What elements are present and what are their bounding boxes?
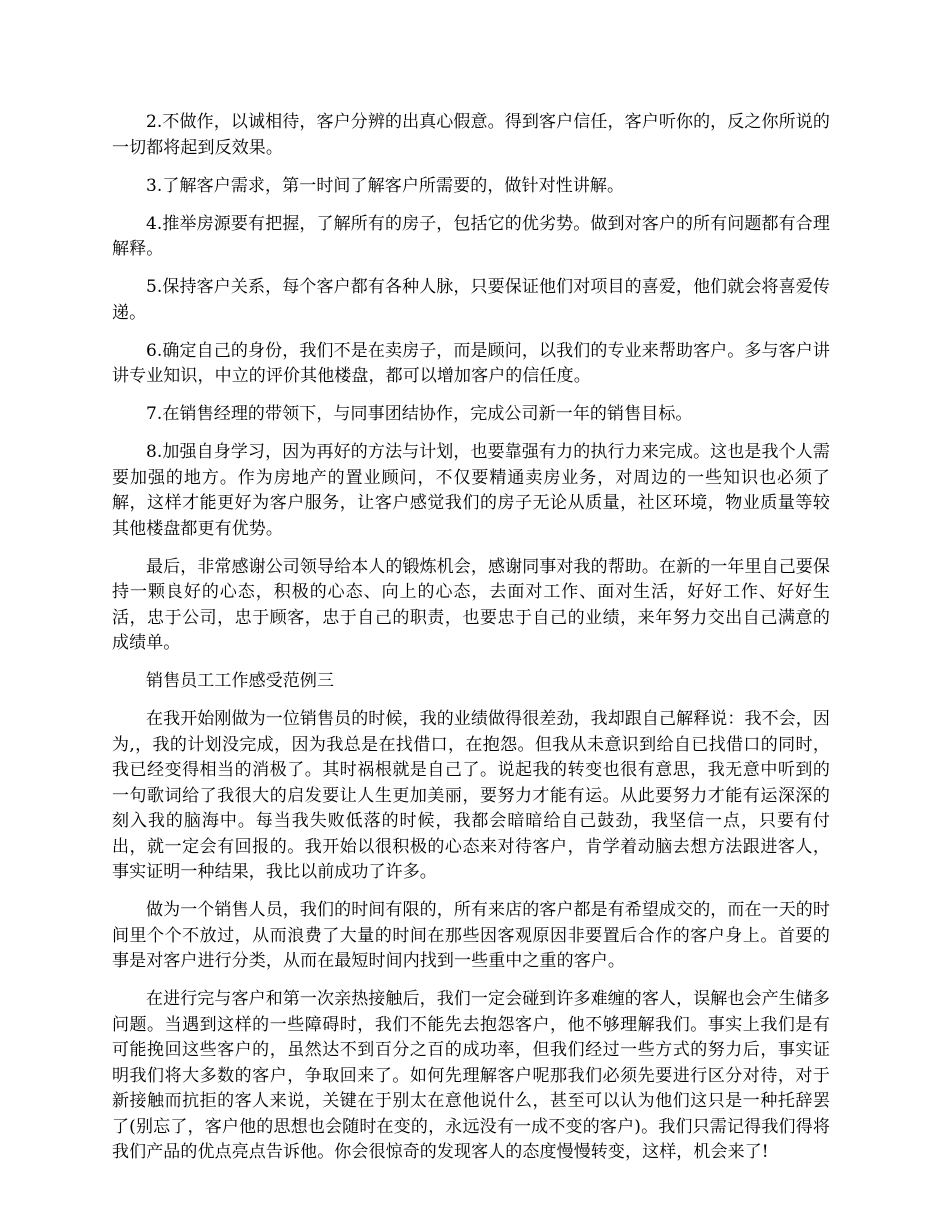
paragraph-point-7: 7.在销售经理的带领下，与同事团结协作，完成公司新一年的销售目标。 bbox=[146, 404, 693, 424]
paragraph-point-3: 3.了解客户需求，第一时间了解客户所需要的，做针对性讲解。 bbox=[146, 175, 625, 196]
paragraph-point-8: 8.加强自身学习，因为再好的方法与计划，也要靠强有力的执行力来完成。这也是我个人需要加强的地方。作为房地产的置业顾问，不仅要精通卖房业务，对周边的一些知识也必须了解，这样才能更好为客户服务，让客户感觉我们的房子无论从质量，社区环境，物业质量等较其他楼盘都更有优势。 bbox=[112, 442, 830, 539]
paragraph-body-1: 在我开始刚做为一位销售员的时候，我的业绩做得很差劲，我却跟自己解释说：我不会，因为,，我的计划没完成，因为我总是在找借口，在抱怨。但我从未意识到给自已找借口的同时，我已经变得相当的消极了。其时祸根就是自己了。说起我的转变也很有意思，我无意中听到的一句歌词给了我很大的启发要让人生更加美丽，要努力才能有运。从此要努力才能有运深深的刻入我的脑海中。每当我失败低落的时候，我都会暗暗给自己鼓劲，我坚信一点，只要有付出，就一定会有回报的。我开始以很积极的心态来对待客户，肯学着动脑去想方法跟进客人，事实证明一种结果，我比以前成功了许多。 bbox=[112, 709, 830, 882]
paragraph-point-6: 6.确定自己的身份，我们不是在卖房子，而是顾问，以我们的专业来帮助客户。多与客户讲讲专业知识，中立的评价其他楼盘，都可以增加客户的信任度。 bbox=[112, 340, 830, 386]
paragraph-conclusion: 最后，非常感谢公司领导给本人的锻炼机会，感谢同事对我的帮助。在新的一年里自己要保持一颗良好的心态，积极的心态、向上的心态，去面对工作、面对生活，好好工作、好好生活，忠于公司，忠于顾客，忠于自己的职责，也要忠于自己的业绩，来年努力交出自己满意的成绩单。 bbox=[112, 556, 830, 653]
paragraph-point-4: 4.推举房源要有把握，了解所有的房子，包括它的优劣势。做到对客户的所有问题都有合理解释。 bbox=[112, 213, 830, 259]
section-heading: 销售员工工作感受范例三 bbox=[146, 671, 335, 691]
paragraph-body-2: 做为一个销售人员，我们的时间有限的，所有来店的客户都是有希望成交的，而在一天的时间里个个不放过，从而浪费了大量的时间在那些因客观原因非要置后合作的客户身上。首要的事是对客户进行分类，从而在最短时间内找到一些重中之重的客户。 bbox=[112, 900, 830, 971]
paragraph-point-2: 2.不做作，以诚相待，客户分辨的出真心假意。得到客户信任，客户听你的，反之你所说的一切都将起到反效果。 bbox=[112, 112, 830, 158]
paragraph-body-3: 在进行完与客户和第一次亲热接触后，我们一定会碰到许多难缠的客人，误解也会产生储多问题。当遇到这样的一些障碍时，我们不能先去抱怨客户，他不够理解我们。事实上我们是有可能挽回这些客户的，虽然达不到百分之百的成功率，但我们经过一些方式的努力后，事实证明我们将大多数的客户，争取回来了。如何先理解客户呢那我们必须先要进行区分对待，对于新接触而抗拒的客人来说，关键在于别太在意他说什么，甚至可以认为他们这只是一种托辞罢了(别忘了，客户他的思想也会随时在变的，永远没有一成不变的客户)。我们只需记得我们得将我们产品的优点亮点告诉他。你会很惊奇的发现客人的态度慢慢转变，这样，机会来了! bbox=[112, 989, 830, 1162]
paragraph-point-5: 5.保持客户关系，每个客户都有各种人脉，只要保证他们对项目的喜爱，他们就会将喜爱传递。 bbox=[112, 277, 830, 323]
